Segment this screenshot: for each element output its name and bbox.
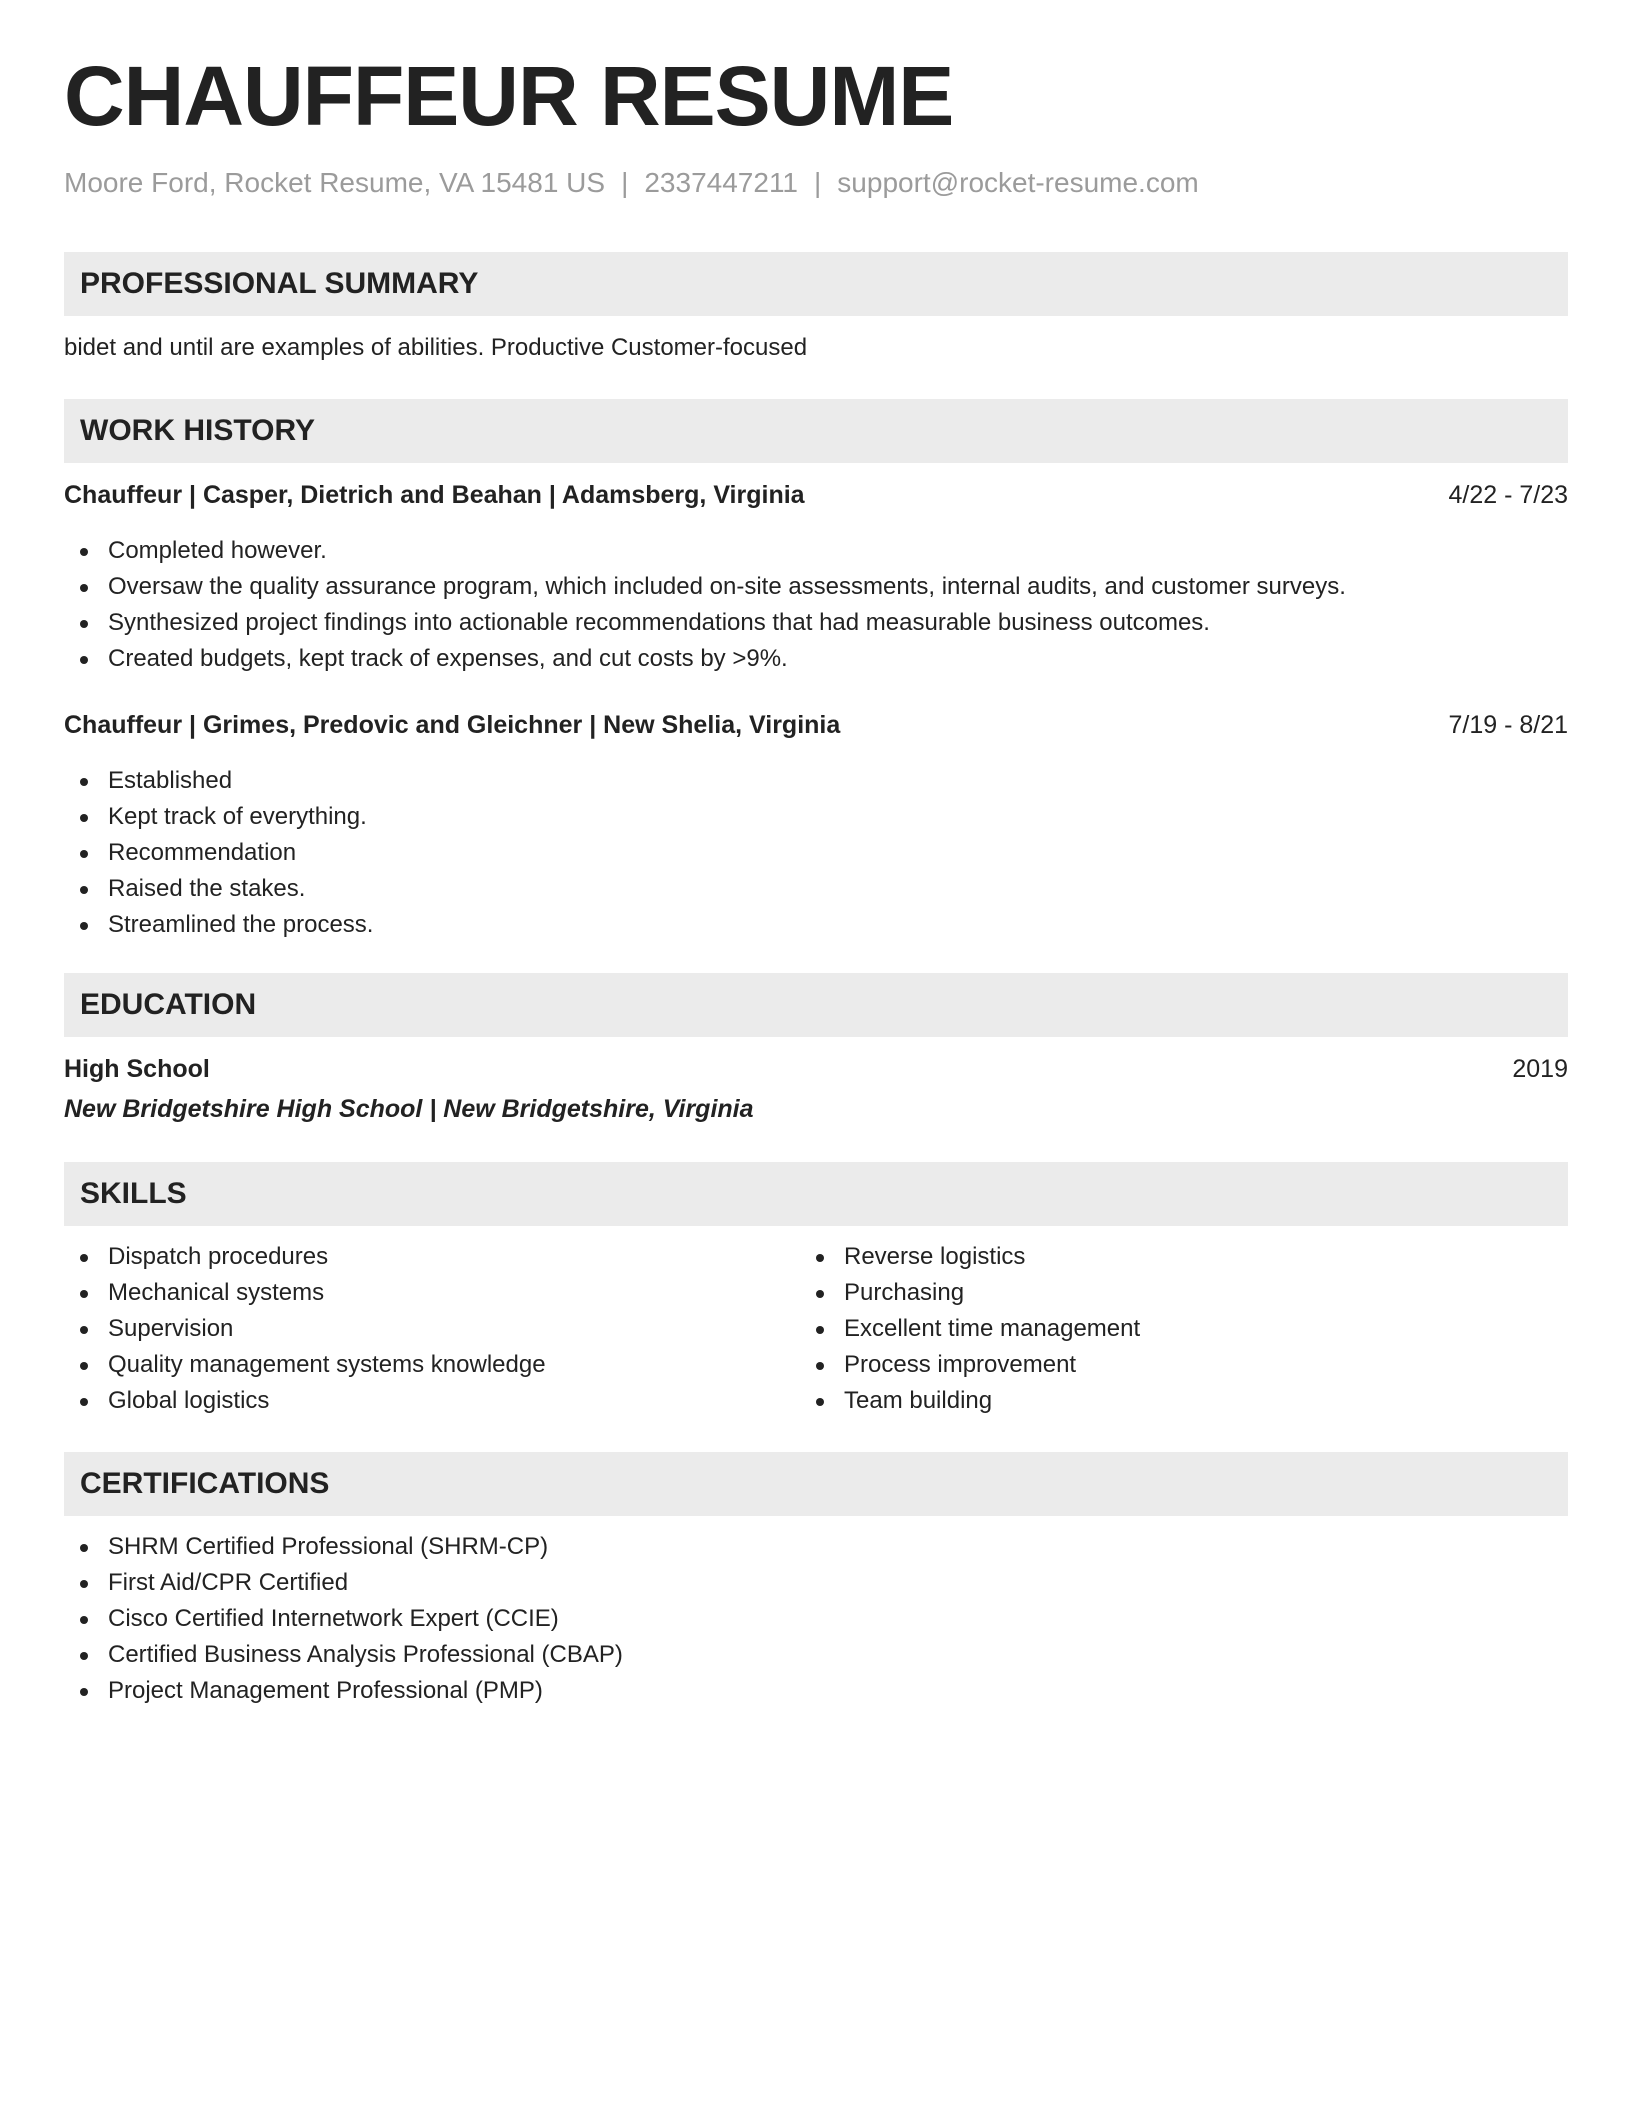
list-item: Process improvement [800,1347,1140,1383]
list-item: First Aid/CPR Certified [64,1565,623,1601]
list-item: Excellent time management [800,1311,1140,1347]
section-header-certifications: CERTIFICATIONS [64,1452,1568,1516]
list-item: Global logistics [64,1383,546,1419]
list-item: Streamlined the process. [64,907,373,943]
list-item: Reverse logistics [800,1239,1140,1275]
job-bullets [64,533,1346,677]
section-header-skills: SKILLS [64,1162,1568,1226]
list-item: Quality management systems knowledge [64,1347,546,1383]
list-item: Raised the stakes. [64,871,373,907]
section-header-work-history: WORK HISTORY [64,399,1568,463]
education-school: New Bridgetshire High School | New Bridgetshire, Virginia [64,1095,754,1123]
job-dates: 7/19 - 8/21 [1448,711,1568,739]
list-item: Certified Business Analysis Professional (CBAP) [64,1637,623,1673]
education-year: 2019 [1512,1055,1568,1083]
list-item: Established [64,763,373,799]
certifications-list [64,1529,623,1709]
section-header-education: EDUCATION [64,973,1568,1037]
contact-address: Moore Ford, Rocket Resume, VA 15481 US [64,167,606,198]
list-item: Kept track of everything. [64,799,373,835]
list-item: Project Management Professional (PMP) [64,1673,623,1709]
contact-line [64,166,1199,200]
section-header-summary: PROFESSIONAL SUMMARY [64,252,1568,316]
list-item: Cisco Certified Internetwork Expert (CCIE) [64,1601,623,1637]
list-item: Supervision [64,1311,546,1347]
resume-name: CHAUFFEUR RESUME [64,49,954,143]
summary-text: bidet and until are examples of abilities. Productive Customer-focused [64,334,808,361]
job-dates: 4/22 - 7/23 [1448,481,1568,509]
list-item: Synthesized project findings into actionable recommendations that had measurable business outcomes. [64,605,1346,641]
list-item: Team building [800,1383,1140,1419]
job-bullets [64,763,373,943]
job-title: Chauffeur | Grimes, Predovic and Gleichner | New Shelia, Virginia [64,711,841,739]
list-item: Mechanical systems [64,1275,546,1311]
list-item: Purchasing [800,1275,1140,1311]
job-title: Chauffeur | Casper, Dietrich and Beahan | Adamsberg, Virginia [64,481,805,509]
skills-list-right [800,1239,1140,1419]
list-item: SHRM Certified Professional (SHRM-CP) [64,1529,623,1565]
contact-phone: 2337447211 [644,167,799,198]
contact-email: support@rocket-resume.com [837,167,1199,198]
list-item: Completed however. [64,533,1346,569]
education-degree: High School [64,1055,210,1083]
skills-list-left [64,1239,546,1419]
list-item: Created budgets, kept track of expenses, and cut costs by >9%. [64,641,1346,677]
list-item: Recommendation [64,835,373,871]
list-item: Dispatch procedures [64,1239,546,1275]
list-item: Oversaw the quality assurance program, which included on-site assessments, internal audits, and customer surveys. [64,569,1346,605]
contact-separator: | [621,167,629,198]
contact-separator: | [814,167,822,198]
